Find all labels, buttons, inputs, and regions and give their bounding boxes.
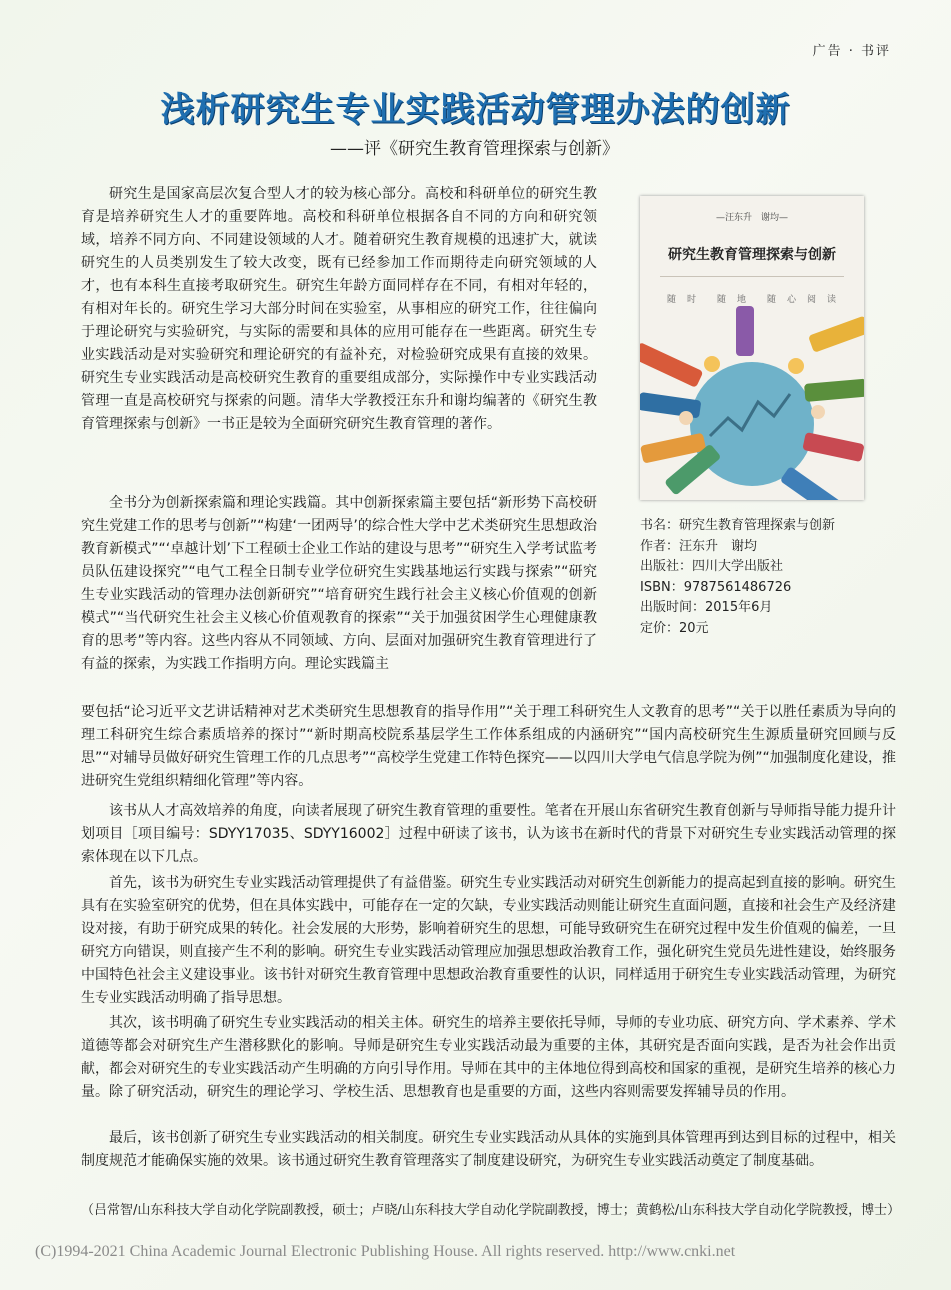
- cover-illustration: [640, 306, 864, 500]
- paragraph-4: 首先，该书为研究生专业实践活动管理提供了有益借鉴。研究生专业实践活动对研究生创新能力的提高起到直接的影响。研究生具有在实验室研究的优势，但在具体实践中，可能存在一定的欠缺，专业实践活动则能让研究生直面问题，直接和社会生产及经济建设对接，有助于研究成果的转化。社会发展的大形势，影响着研究生的思想，可能导致研究生在研究过程中发生价值观的偏差，一旦研究方向错误，则直接产生不利的影响。研究生专业实践活动管理应加强思想政治教育工作，强化研究生党员先进性建设，始终服务中国特色社会主义建设事业。该书针对研究生教育管理中思想政治教育重要性的认识，同样适用于研究生专业实践活动管理，为研究生专业实践活动明确了指导思想。: [81, 875, 896, 1006]
- paragraph-1: 研究生是国家高层次复合型人才的较为核心部分。高校和科研单位的研究生教育是培养研究生人才的重要阵地。高校和科研单位根据各自不同的方向和研究领域，培养不同方向、不同建设领域的人才。随着研究生教育规模的迅速扩大，就读研究生的人员类别发生了较大改变，既有已经参加工作而期待走向研究领域的人才，也有本科生直接考取研究生。研究生年龄方面同样存在不同，有相对年轻的，有相对年长的。研究生学习大部分时间在实验室，从事相应的研究工作，往往偏向于理论研究与实验研究，与实际的需要和具体的应用可能存在一些距离。研究生专业实践活动是对实验研究和理论研究的有益补充，对检验研究成果有直接的效果。研究生专业实践活动是高校研究生教育的重要组成部分，实际操作中专业实践活动管理一直是高校研究与探索的问题。清华大学教授汪东升和谢均编著的《研究生教育管理探索与创新》一书正是较为全面研究研究生教育管理的著作。: [81, 186, 597, 432]
- book-info-price: 定价：20元: [640, 620, 709, 636]
- paragraph-6: 最后，该书创新了研究生专业实践活动的相关制度。研究生专业实践活动从具体的实施到具体管理再到达到目标的过程中，相关制度规范才能确保实施的效果。该书通过研究生教育管理落实了制度建设研究，为研究生专业实践活动奠定了制度基础。: [81, 1130, 896, 1169]
- book-info-date: 出版时间：2015年6月: [640, 600, 773, 615]
- book-info-title: 书名：研究生教育管理探索与创新: [640, 518, 836, 533]
- article-subtitle: ——评《研究生教育管理探索与创新》: [330, 139, 619, 159]
- cover-divider: [660, 276, 844, 277]
- cover-authors: —汪东升 谢均—: [715, 213, 788, 223]
- book-info-publisher: 出版社：四川大学出版社: [640, 559, 784, 574]
- copyright-footer: (C)1994-2021 China Academic Journal Electronic Publishing House. All rights reserved. http://www.cnki.net: [35, 1243, 736, 1260]
- paragraph-2: 全书分为创新探索篇和理论实践篇。其中创新探索篇主要包括“新形势下高校研究生党建工作的思考与创新”“构建‘一团两导’的综合性大学中艺术类研究生思想政治教育新模式”“‘卓越计划’下工程硕士企业工作站的建设与思考”“研究生入学考试监考员队伍建设探究”“电气工程全日制专业学位研究生实践基地运行实践与探索”“研究生专业实践活动的管理办法创新研究”“培育研究生践行社会主义核心价值观的创新模式”“当代研究生社会主义核心价值观教育的探索”“关于加强贫困学生心理健康教育的思考”等内容。这些内容从不同领域、方向、层面对加强研究生教育管理进行了有益的探索，为实践工作指明方向。理论实践篇主: [81, 495, 597, 672]
- article-title: 浅析研究生专业实践活动管理办法的创新: [160, 90, 791, 130]
- cover-title: 研究生教育管理探索与创新: [668, 247, 836, 263]
- book-info-isbn: ISBN：9787561486726: [640, 579, 792, 595]
- book-info: [640, 516, 835, 639]
- paragraph-2-continued: 要包括“论习近平文艺讲话精神对艺术类研究生思想教育的指导作用”“关于理工科研究生人文教育的思考”“关于以胜任素质为导向的理工科研究生综合素质培养的探讨”“新时期高校院系基层学生工作体系组成的内涵研究”“国内高校研究生生源质量研究回顾与反思”“对辅导员做好研究生管理工作的几点思考”“高校学生党建工作特色探究——以四川大学电气信息学院为例”“加强制度化建设，推进研究生党组织精细化管理”等内容。: [81, 704, 896, 789]
- authors-note: （吕常智/山东科技大学自动化学院副教授，硕士；卢晓/山东科技大学自动化学院副教授，博士；黄鹤松/山东科技大学自动化学院教授，博士）: [81, 1203, 901, 1218]
- book-info-author: 作者：汪东升 谢均: [640, 538, 758, 554]
- book-cover: [640, 196, 864, 500]
- cover-slogan: 随 时 随 地 随 心 阅 读: [666, 295, 837, 305]
- paragraph-5: 其次，该书明确了研究生专业实践活动的相关主体。研究生的培养主要依托导师，导师的专业功底、研究方向、学术素养、学术道德等都会对研究生产生潜移默化的影响。导师是研究生专业实践活动最为重要的主体，其研究是否面向实践，是否为社会作出贡献，都会对研究生的专业实践活动产生明确的方向引导作用。导师在其中的主体地位得到高校和国家的重视，是研究生培养的核心力量。除了研究活动，研究生的理论学习、学校生活、思想教育也是重要的方面，这些内容则需要发挥辅导员的作用。: [81, 1015, 896, 1100]
- paragraph-3: 该书从人才高效培养的角度，向读者展现了研究生教育管理的重要性。笔者在开展山东省研究生教育创新与导师指导能力提升计划项目［项目编号：SDYY17035、SDYY16002］过程中研读了该书，认为该书在新时代的背景下对研究生专业实践活动管理的探索体现在以下几点。: [81, 803, 896, 865]
- column-tag: 广告 · 书评: [812, 44, 891, 59]
